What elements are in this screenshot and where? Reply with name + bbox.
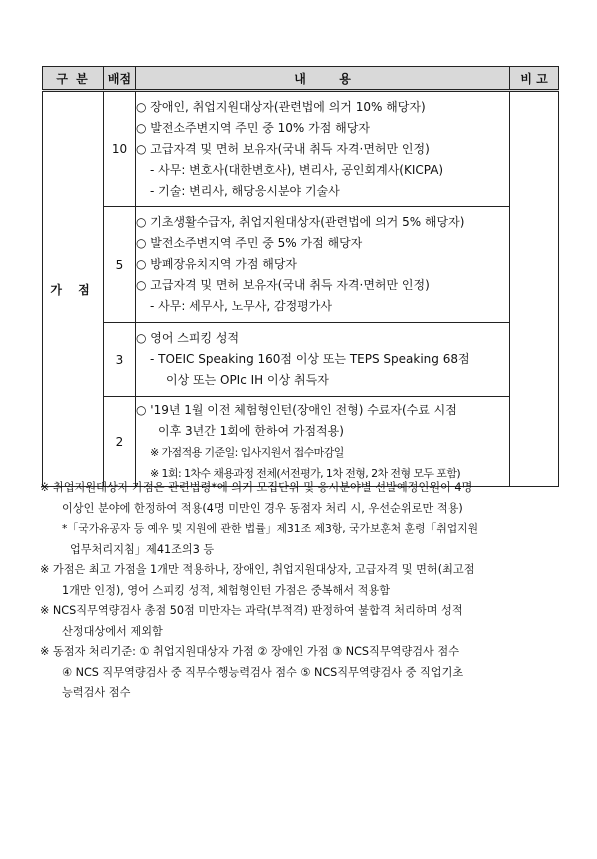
content-line: 이상 또는 OPIc IH 이상 취득자 [166, 373, 329, 387]
notes-cell [510, 91, 559, 487]
points-cell: 2 [104, 397, 136, 487]
content-line: ○ 고급자격 및 면허 보유자(국내 취득 자격·면허만 인정) [136, 141, 430, 156]
footnote-line: *「국가유공자 등 예우 및 지원에 관한 법률」제31조 제3항, 국가보훈처 훈령「취업지원 [62, 522, 479, 535]
content-line: ○ 고급자격 및 면허 보유자(국내 취득 자격·면허만 인정) [136, 278, 430, 292]
table-row [43, 397, 559, 487]
content-line: ○ 영어 스피킹 성적 [136, 331, 240, 345]
header-category: 구 분 [43, 67, 104, 91]
table-row [43, 91, 559, 207]
header-points: 배점 [104, 67, 136, 91]
content-cell [136, 207, 510, 323]
content-cell [136, 91, 510, 207]
content-line: ○ 발전소주변지역 주민 중 10% 가점 해당자 [136, 120, 370, 135]
content-line: ○ 기초생활수급자, 취업지원대상자(관련법에 의거 5% 해당자) [136, 215, 465, 229]
table-row [43, 323, 559, 397]
footnote-line: 능력검사 점수 [62, 686, 131, 699]
footnote-line: 1개만 인정), 영어 스피킹 성적, 체험형인턴 가점은 중복해서 적용함 [62, 583, 391, 597]
content-line: ○ 발전소주변지역 주민 중 5% 가점 해당자 [136, 236, 363, 250]
points-cell: 10 [104, 91, 136, 207]
footnote-line: 이상인 분야에 한정하여 적용(4명 미만인 경우 동점자 처리 시, 우선순위로만 적용) [62, 501, 463, 515]
content-line: 이후 3년간 1회에 한하여 가점적용) [158, 423, 344, 438]
footnote-line: ※ 가점은 최고 가점을 1개만 적용하나, 장애인, 취업지원대상자, 고급자격 및 면허(최고점 [40, 563, 475, 576]
footnote-line: ※ 취업지원대상자 가점은 관련법령*에 의거 모집단위 및 응시분야별 선발예정인원이 4명 [40, 481, 473, 494]
content-line: ○ '19년 1월 이전 체험형인턴(장애인 전형) 수료자(수료 시점 [136, 402, 457, 417]
bonus-points-table [42, 66, 559, 487]
footnote-line: 산정대상에서 제외함 [62, 624, 163, 638]
content-line: - 기술: 변리사, 해당응시분야 기술사 [150, 183, 340, 198]
table-row [43, 207, 559, 323]
content-cell [136, 323, 510, 397]
footnote-line: ※ 동점자 처리기준: ① 취업지원대상자 가점 ② 장애인 가점 ③ NCS직무역량검사 점수 [40, 645, 460, 658]
content-line: ※ 가점적용 기준일: 입사지원서 접수마감일 [150, 445, 344, 459]
content-line: - 사무: 변호사(대한변호사), 변리사, 공인회계사(KICPA) [150, 162, 444, 177]
content-line: ○ 장애인, 취업지원대상자(관련법에 의거 10% 해당자) [136, 99, 426, 114]
content-cell [136, 397, 510, 487]
footnote-line: ※ NCS직무역량검사 총점 50점 미만자는 과락(부적격) 판정하여 불합격 처리하며 성적 [40, 604, 463, 617]
category-cell: 가 점 [43, 91, 104, 487]
footnote-line: ④ NCS 직무역량검사 중 직무수행능력검사 점수 ⑤ NCS직무역량검사 중 직업기초 [62, 665, 464, 679]
footnote-line: 업무처리지침」제41조의3 등 [70, 542, 215, 556]
content-line: - TOEIC Speaking 160점 이상 또는 TEPS Speaking 68점 [150, 352, 470, 366]
header-content: 내 용 [136, 67, 510, 91]
points-cell: 5 [104, 207, 136, 323]
content-line: ○ 방폐장유치지역 가점 해당자 [136, 257, 298, 271]
points-cell: 3 [104, 323, 136, 397]
header-notes: 비 고 [510, 67, 559, 91]
footnotes [40, 478, 570, 704]
table-header-row [43, 67, 559, 91]
content-line: - 사무: 세무사, 노무사, 감정평가사 [150, 299, 332, 313]
content-line: ※ 1회: 1차수 채용과정 전체(서전평가, 1차 전형, 2차 전형 모두 포함) [150, 466, 461, 480]
